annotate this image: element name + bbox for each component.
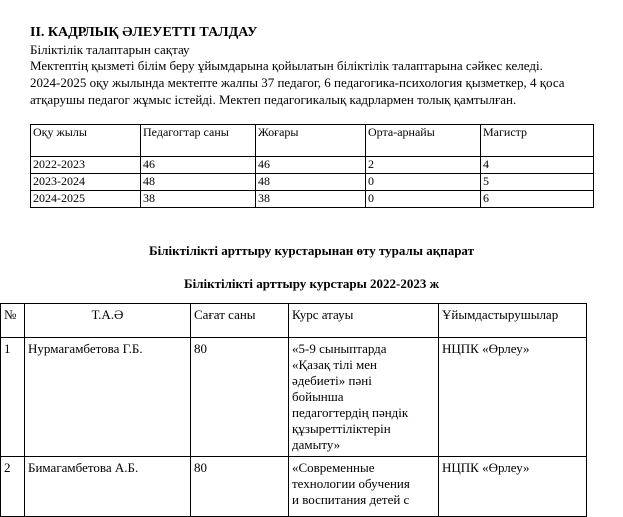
cell: 2024-2025 bbox=[31, 191, 141, 208]
header-cell: Магистр bbox=[481, 125, 594, 157]
paragraph-line-3: атқарушы педагог жұмыс істейді. Мектеп педагогикалық кадрлармен толық қамтылған. bbox=[30, 92, 517, 107]
header-cell: Т.А.Ә bbox=[25, 304, 191, 338]
cell: 48 bbox=[141, 174, 256, 191]
header-cell: Жоғары bbox=[256, 125, 366, 157]
course-line: құзыреттіліктерін bbox=[292, 421, 391, 436]
cell: 0 bbox=[366, 174, 481, 191]
header-cell: Оқу жылы bbox=[31, 125, 141, 157]
courses-heading: Біліктілікті арттыру курстарынан өту туралы ақпарат bbox=[149, 243, 474, 258]
cell: 38 bbox=[141, 191, 256, 208]
cell-num: 2 bbox=[1, 457, 25, 517]
paragraph-line-2: 2024-2025 оқу жылында мектепте жалпы 37 педагог, 6 педагогика-психология қызметкер, 4 қоса bbox=[30, 75, 565, 90]
section-title: II. КАДРЛЫҚ ӘЛЕУЕТТІ ТАЛДАУ bbox=[30, 25, 258, 40]
cell-org: НЦПК «Өрлеу» bbox=[439, 338, 587, 457]
cell-hours: 80 bbox=[191, 457, 289, 517]
table-row bbox=[1, 338, 587, 457]
header-cell: № bbox=[1, 304, 25, 338]
header-cell: Ұйымдастырушылар bbox=[439, 304, 587, 338]
courses-table-header bbox=[1, 304, 587, 338]
course-line: и воспитания детей с bbox=[292, 492, 410, 507]
cell: 0 bbox=[366, 191, 481, 208]
course-line: бойынша bbox=[292, 389, 344, 404]
cell-hours: 80 bbox=[191, 338, 289, 457]
staff-table-header bbox=[31, 125, 594, 157]
cell: 2022-2023 bbox=[31, 157, 141, 174]
cell: 5 bbox=[481, 174, 594, 191]
table-row bbox=[31, 191, 594, 208]
cell-course bbox=[289, 457, 439, 517]
section-subtitle: Біліктілік талаптарын сақтау bbox=[30, 42, 190, 57]
course-line: технологии обучения bbox=[292, 476, 410, 491]
cell: 38 bbox=[256, 191, 366, 208]
cell-num: 1 bbox=[1, 338, 25, 457]
cell-org: НЦПК «Өрлеу» bbox=[439, 457, 587, 517]
header-cell: Педагогтар саны bbox=[141, 125, 256, 157]
header-cell: Курс атауы bbox=[289, 304, 439, 338]
cell-name: Нурмагамбетова Г.Б. bbox=[25, 338, 191, 457]
courses-table bbox=[0, 303, 587, 517]
table-row bbox=[1, 457, 587, 517]
cell: 2 bbox=[366, 157, 481, 174]
paragraph-line-1: Мектептің қызметі білім беру ұйымдарына қойылатын біліктілік талаптарына сәйкес келеді. bbox=[30, 58, 543, 73]
cell: 6 bbox=[481, 191, 594, 208]
cell-course bbox=[289, 338, 439, 457]
table-row bbox=[31, 157, 594, 174]
cell: 4 bbox=[481, 157, 594, 174]
header-cell: Сағат саны bbox=[191, 304, 289, 338]
cell: 46 bbox=[141, 157, 256, 174]
course-line: «Современные bbox=[292, 460, 375, 475]
course-line: «5-9 сыныптарда bbox=[292, 341, 387, 356]
header-cell: Орта-арнайы bbox=[366, 125, 481, 157]
staff-table bbox=[30, 124, 594, 208]
course-line: педагогтердің пәндік bbox=[292, 405, 409, 420]
cell: 48 bbox=[256, 174, 366, 191]
course-line: әдебиеті» пәні bbox=[292, 373, 372, 388]
course-line: дамыту» bbox=[292, 437, 341, 452]
cell: 46 bbox=[256, 157, 366, 174]
table-row bbox=[31, 174, 594, 191]
cell-name: Бимагамбетова А.Б. bbox=[25, 457, 191, 517]
course-line: «Қазақ тілі мен bbox=[292, 357, 378, 372]
courses-subheading: Біліктілікті арттыру курстары 2022-2023 ж bbox=[183, 276, 440, 291]
cell: 2023-2024 bbox=[31, 174, 141, 191]
